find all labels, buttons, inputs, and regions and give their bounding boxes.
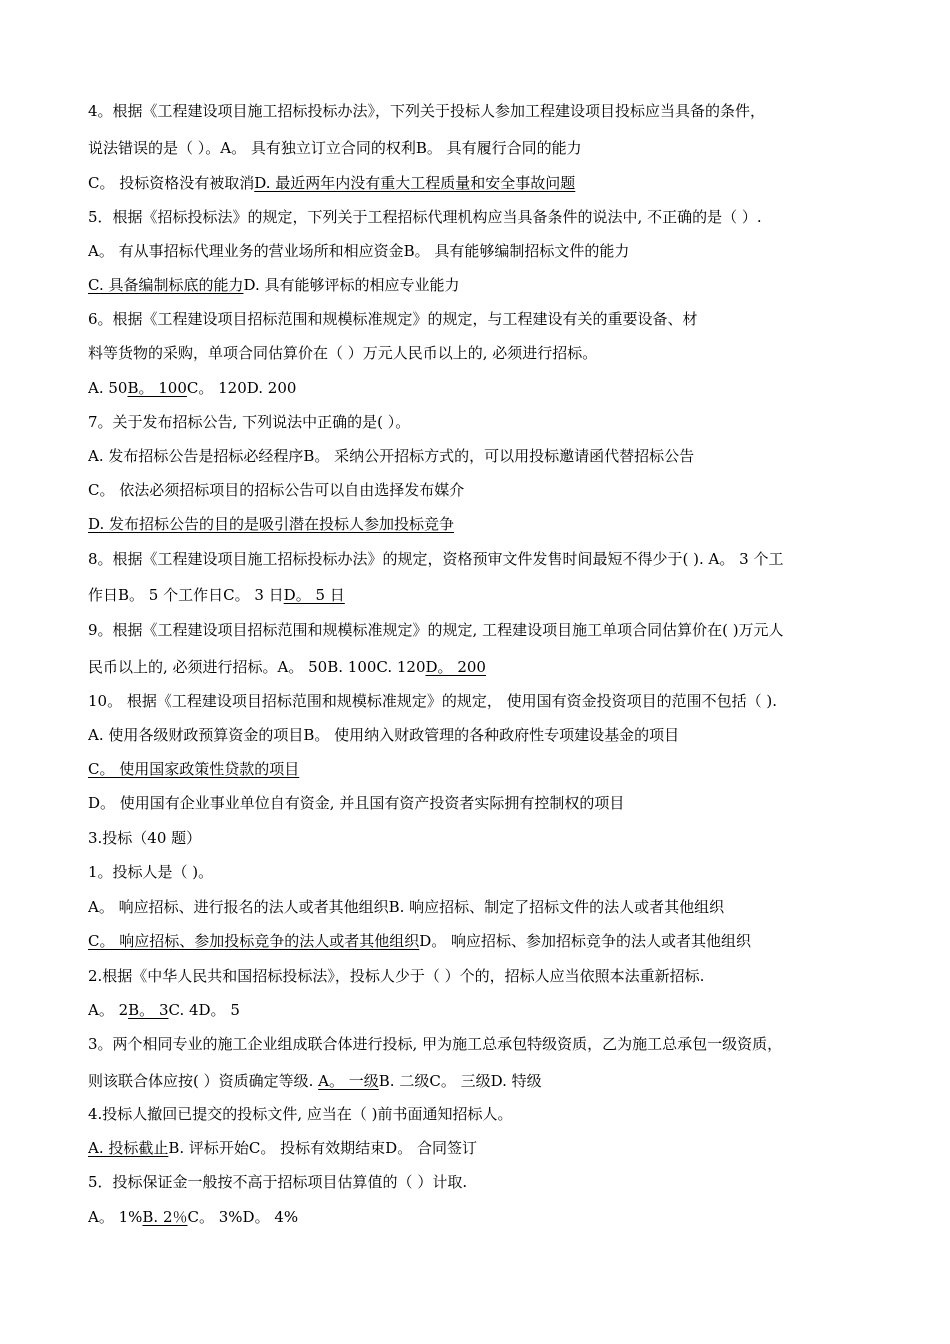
text-line (88, 240, 910, 262)
text-segment: 4。根据《工程建设项目施工招标投标办法》，下列关于投标人参加工程建设项目投标应当具备的条件， (88, 102, 766, 120)
text-line (88, 172, 910, 194)
text-line (88, 513, 910, 535)
text-line (88, 100, 910, 122)
text-line (88, 896, 910, 918)
text-segment: 2.根据《中华人民共和国招标投标法》，投标人少于（ ）个的，招标人应当依照本法重新招标. (88, 967, 705, 985)
text-segment: 5．根据《招标投标法》的规定，下列关于工程招标代理机构应当具备条件的说法中, 不正确的是（ ）. (88, 208, 762, 226)
text-segment: D。 使用国有企业事业单位自有资金, 并且国有资产投资者实际拥有控制权的项目 (88, 794, 625, 812)
text-segment: C。 依法必须招标项目的招标公告可以自由选择发布媒介 (88, 481, 465, 499)
text-segment: 4.投标人撤回已提交的投标文件, 应当在（ )前书面通知招标人。 (88, 1105, 513, 1123)
underlined-answer: C. 具备编制标底的能力 (88, 276, 244, 294)
text-line (88, 137, 910, 159)
text-line (88, 724, 910, 746)
text-line (88, 1103, 910, 1125)
text-segment: 9。根据《工程建设项目招标范围和规模标准规定》的规定, 工程建设项目施工单项合同估算价在( )万元人 (88, 621, 784, 639)
text-segment: A. 50 (88, 379, 128, 397)
underlined-answer: D。 200 (425, 658, 486, 676)
text-line (88, 548, 910, 570)
text-line (88, 308, 910, 330)
underlined-answer: C。 使用国家政策性贷款的项目 (88, 760, 300, 778)
text-segment: 料等货物的采购，单项合同估算价在（ ）万元人民币以上的, 必须进行招标。 (88, 344, 598, 362)
underlined-answer: A. 投标截止 (88, 1139, 169, 1157)
text-line (88, 1171, 910, 1193)
text-segment: 1。投标人是（ )。 (88, 863, 214, 881)
text-line (88, 479, 910, 501)
text-segment: A。 有从事招标代理业务的营业场所和相应资金B。 具有能够编制招标文件的能力 (88, 242, 630, 260)
text-line (88, 377, 910, 399)
underlined-answer: B。 3 (128, 1001, 169, 1019)
underlined-answer: C。 响应招标、参加投标竞争的法人或者其他组织 (88, 932, 420, 950)
text-segment: 说法错误的是（ ）。A。 具有独立订立合同的权利B。 具有履行合同的能力 (88, 139, 582, 157)
text-line (88, 656, 910, 678)
text-line (88, 619, 910, 641)
text-segment: 8。根据《工程建设项目施工招标投标办法》的规定，资格预审文件发售时间最短不得少于( ). A。 3 个工 (88, 550, 784, 568)
text-segment: A。 2 (88, 1001, 129, 1019)
text-segment: C。 3%D。 4% (187, 1208, 299, 1226)
text-segment: B. 评标开始C。 投标有效期结束D。 合同签订 (168, 1139, 477, 1157)
text-line (88, 342, 910, 364)
text-line (88, 930, 910, 952)
text-segment: 民币以上的, 必须进行招标。A。 50B. 100C. 120 (88, 658, 426, 676)
underlined-answer: D. 最近两年内没有重大工程质量和安全事故问题 (254, 174, 576, 192)
text-segment: 6。根据《工程建设项目招标范围和规模标准规定》的规定，与工程建设有关的重要设备、材 (88, 310, 698, 328)
text-segment: A。 响应招标、进行报名的法人或者其他组织B. 响应招标、制定了招标文件的法人或者其他组织 (88, 898, 725, 916)
text-line (88, 411, 910, 433)
underlined-answer: A。 一级 (318, 1072, 379, 1090)
text-line (88, 206, 910, 228)
text-segment: 10。 根据《工程建设项目招标范围和规模标准规定》的规定， 使用国有资金投资项目的范围不包括（ ). (88, 692, 778, 710)
underlined-answer: D. 发布招标公告的目的是吸引潜在投标人参加投标竞争 (88, 515, 455, 533)
text-segment: 5．投标保证金一般按不高于招标项目估算值的（ ）计取. (88, 1173, 468, 1191)
text-segment: A. 发布招标公告是招标必经程序B。 采纳公开招标方式的，可以用投标邀请函代替招标公告 (88, 447, 695, 465)
text-line (88, 965, 910, 987)
text-segment: 作日B。 5 个工作日C。 3 日 (88, 586, 284, 604)
text-line (88, 690, 910, 712)
underlined-answer: B. 2％ (142, 1208, 188, 1226)
text-segment: 3.投标（40 题） (88, 829, 202, 847)
text-line (88, 758, 910, 780)
text-line (88, 792, 910, 814)
text-line (88, 861, 910, 883)
text-segment: C. 4D。 5 (168, 1001, 240, 1019)
text-line (88, 827, 910, 849)
text-segment: C。 投标资格没有被取消 (88, 174, 255, 192)
underlined-answer: B。 100 (127, 379, 187, 397)
text-line (88, 999, 910, 1021)
text-segment: D。 响应招标、参加招标竞争的法人或者其他组织 (419, 932, 752, 950)
text-segment: 7。关于发布招标公告, 下列说法中正确的是( ）。 (88, 413, 411, 431)
text-line (88, 445, 910, 467)
text-segment: 则该联合体应按( ）资质确定等级. (88, 1072, 319, 1090)
text-line (88, 1137, 910, 1159)
underlined-answer: D。 5 日 (283, 586, 345, 604)
text-segment: D. 具有能够评标的相应专业能力 (243, 276, 460, 294)
text-segment: C。 120D. 200 (186, 379, 297, 397)
text-line (88, 1070, 910, 1092)
text-line (88, 1033, 910, 1055)
text-segment: 3。两个相同专业的施工企业组成联合体进行投标, 甲为施工总承包特级资质，乙为施工总承包一级资质， (88, 1035, 783, 1053)
text-line (88, 274, 910, 296)
text-segment: A。 1% (88, 1208, 143, 1226)
text-line (88, 1206, 910, 1228)
text-segment: A. 使用各级财政预算资金的项目B。 使用纳入财政管理的各种政府性专项建设基金的项目 (88, 726, 680, 744)
text-segment: B. 二级C。 三级D. 特级 (378, 1072, 542, 1090)
text-line (88, 584, 910, 606)
